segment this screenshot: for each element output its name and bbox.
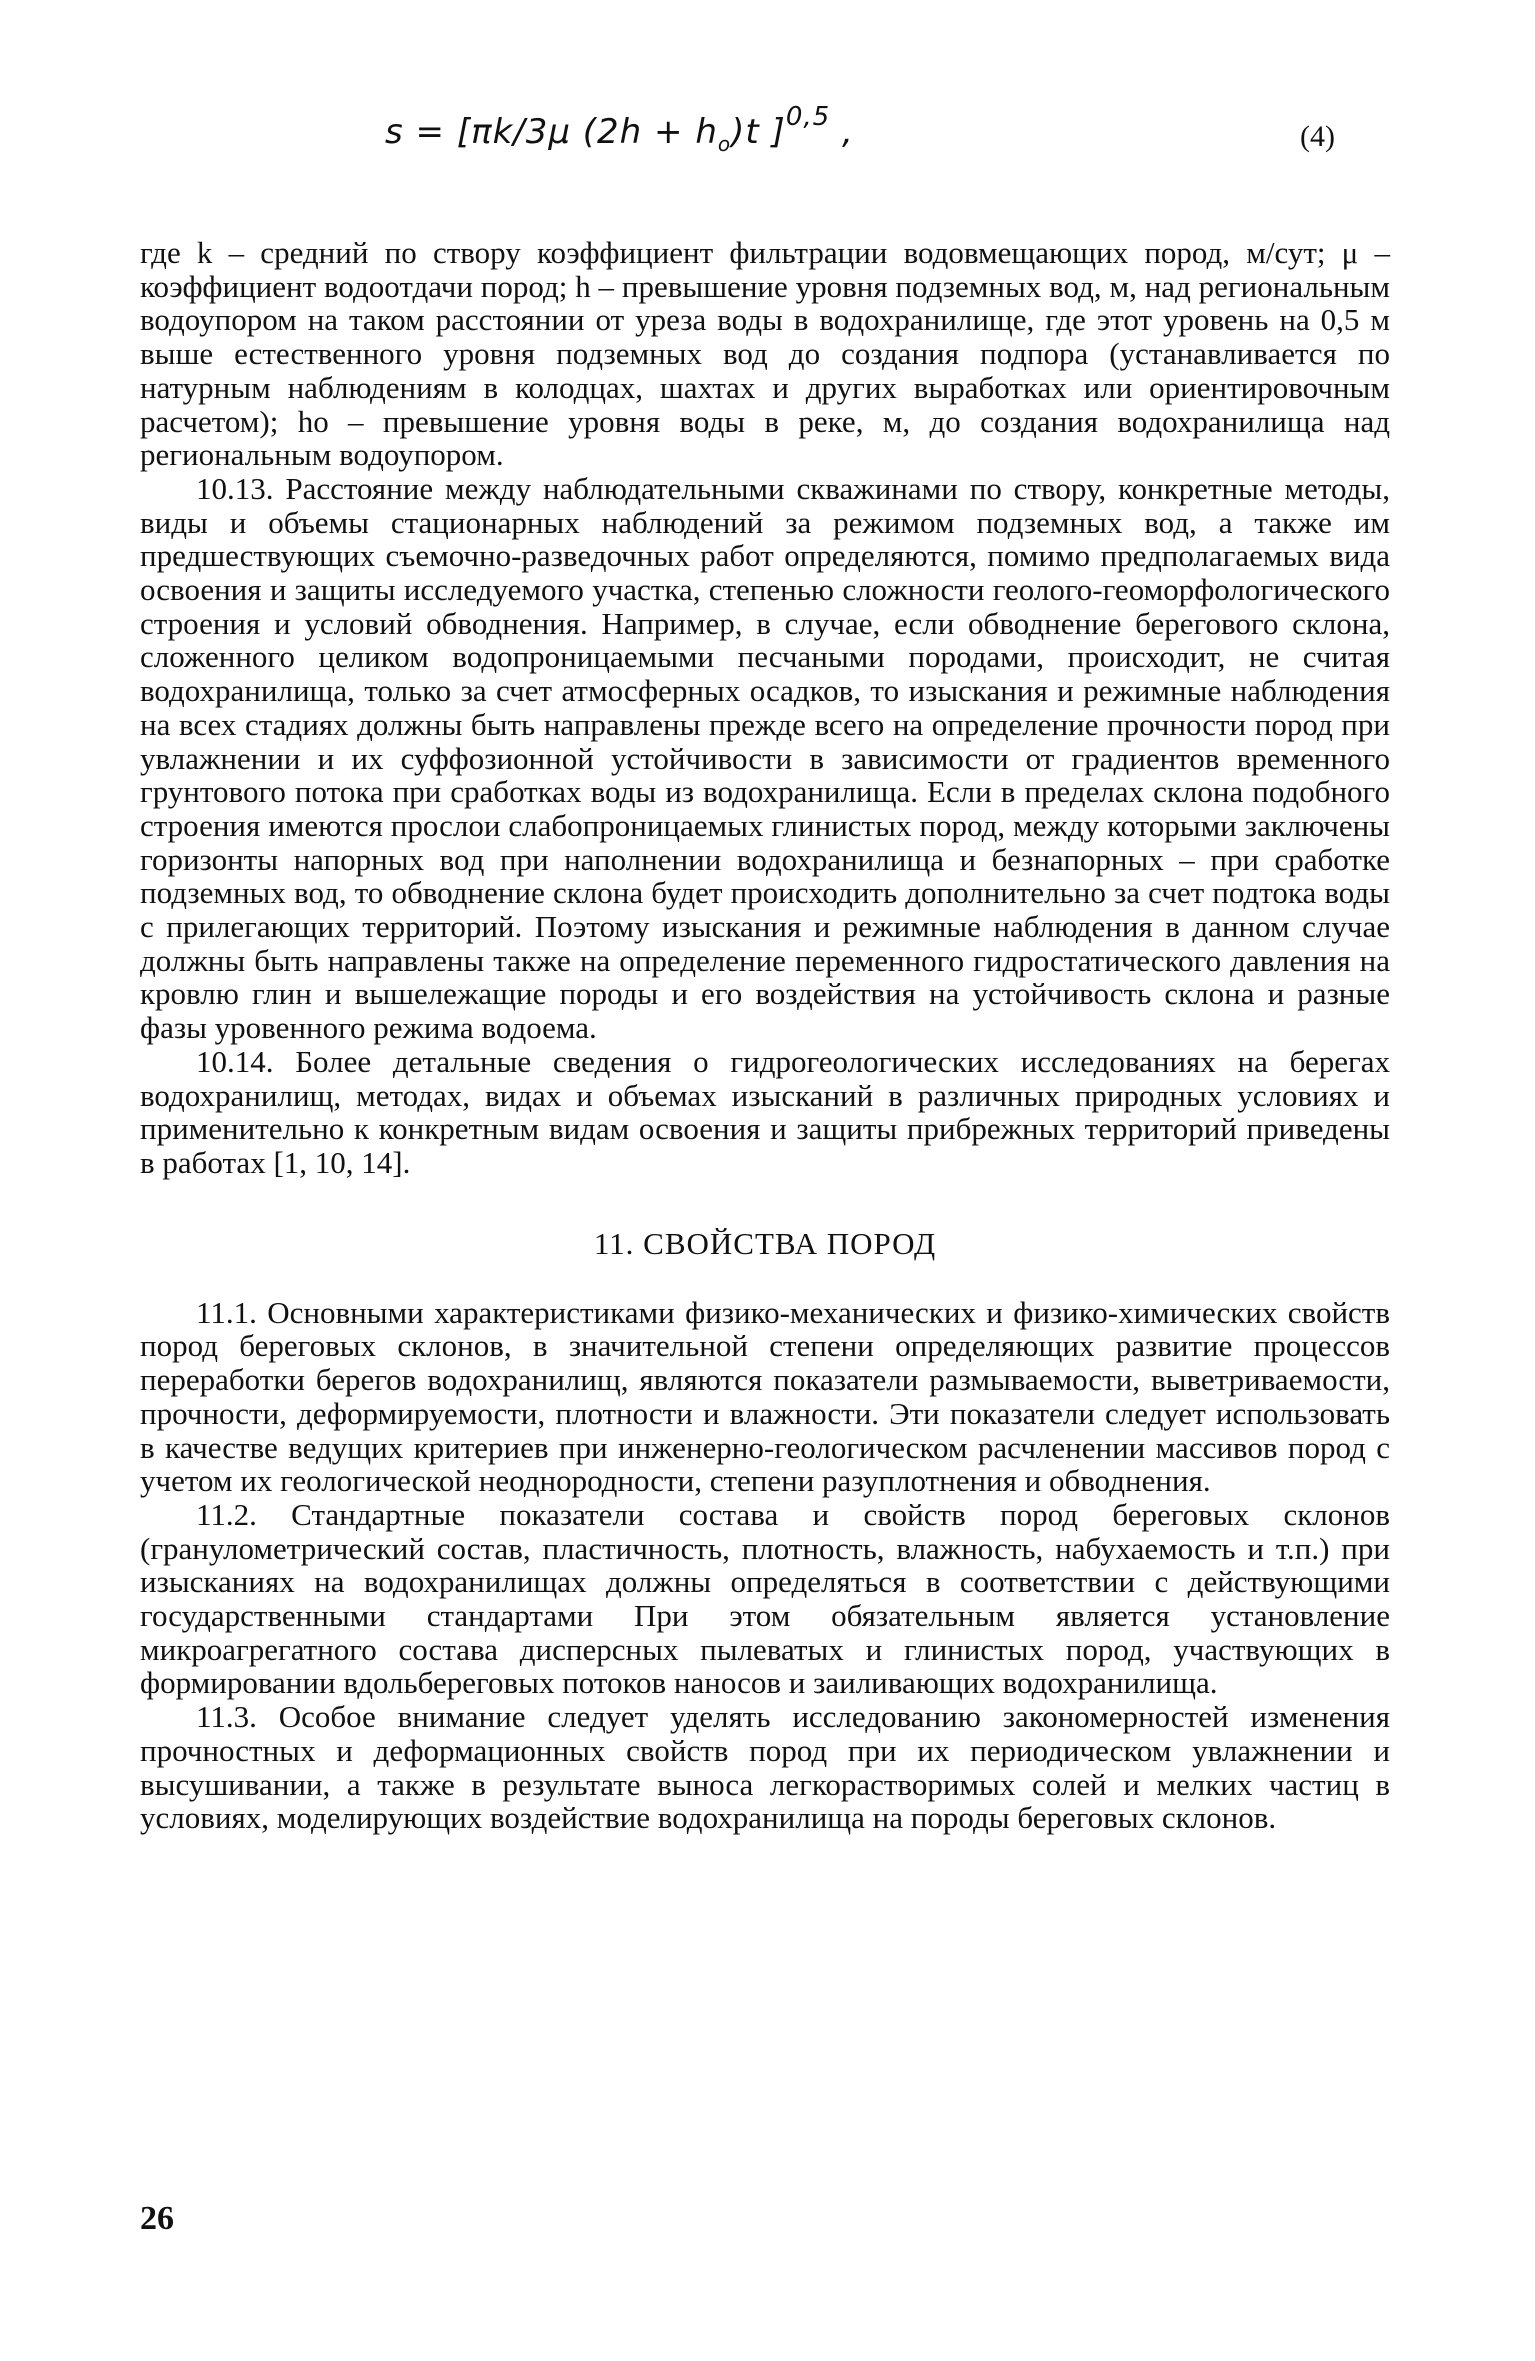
paragraph-10-14: 10.14. Более детальные сведения о гидрогеологических исследованиях на берегах водохранилищ, методах, видах и объемах изысканий в различных природных условиях и применительно к конкретным видам освоения и защиты прибрежных территорий приведены в работах [1, 10, 14]. bbox=[140, 1043, 1390, 1180]
document-page bbox=[140, 70, 1390, 1835]
paragraph-11-2: 11.2. Стандартные показатели состава и свойств пород береговых склонов (гранулометрический состав, пластичность, плотность, влажность, набухаемость и т.п.) при изысканиях на водохранилищах должны определяться в соответствии с действующими государственными стандартами При этом обязательным является установление микроагрегатного состава дисперсных пылеватых и глинистых пород, участвующих в формировании вдольбереговых потоков наносов и заиливающих водохранилища. bbox=[140, 1496, 1390, 1701]
formula-power: 0,5 bbox=[785, 102, 831, 132]
paragraph-11-1: 11.1. Основными характеристиками физико-механических и физико-химических свойств пород береговых склонов, в значительной степени определяющих развитие процессов переработки берегов водохранилищ, являются показатели размываемости, выветриваемости, прочности, деформируемости, плотности и влажности. Эти показатели следует использовать в качестве ведущих критериев при инженерно-геологическом расчленении массивов пород с учетом их геологической неоднородности, степени разуплотнения и обводнения. bbox=[140, 1294, 1390, 1499]
formula-tail: )t ] bbox=[731, 112, 786, 152]
formula-4 bbox=[385, 102, 854, 156]
paragraph-10-13: 10.13. Расстояние между наблюдательными скважинами по створу, конкретные методы, виды и объемы стационарных наблюдений за режимом подземных вод, а также им предшествующих съемочно-разведочных работ определяются, помимо предполагаемых вида освоения и защиты исследуемого участка, степенью сложности геолого-геоморфологического строения и условий обводнения. Например, в случае, если обводнение берегового склона, сложенного целиком водопроницаемыми песчаными породами, происходит, не считая водохранилища, только за счет атмосферных осадков, то изыскания и режимные наблюдения на всех стадиях должны быть направлены прежде всего на определение прочности пород при увлажнении и их суффозионной устойчивости в зависимости от градиентов временного грунтового потока при сработках воды из водохранилища. Если в пределах склона подобного строения имеются прослои слабопроницаемых глинистых пород, между которыми заключены горизонты напорных вод при наполнении водохранилища и безнапорных – при сработке подземных вод, то обводнение склона будет происходить дополнительно за счет подтока воды с прилегающих территорий. Поэтому изыскания и режимные наблюдения в данном случае должны быть направлены также на определение переменного гидростатического давления на кровлю глин и вышележащие породы и его воздействия на устойчивость склона и разные фазы уровенного режима водоема. bbox=[140, 470, 1390, 1046]
formula-subscript: o bbox=[717, 132, 732, 156]
equation-number: (4) bbox=[1300, 120, 1335, 153]
formula-body: πk/3μ (2h + h bbox=[471, 112, 718, 152]
section-title: 11. СВОЙСТВА ПОРОД bbox=[593, 1225, 937, 1261]
formula-lhs: s = [ bbox=[385, 112, 472, 152]
paragraph-11-3: 11.3. Особое внимание следует уделять исследованию закономерностей изменения прочностных и деформационных свойств пород при их периодическом увлажнении и высушивании, а также в результате выноса легкорастворимых солей и мелких частиц в условиях, моделирующих воздействие водохранилища на породы береговых склонов. bbox=[140, 1699, 1390, 1836]
formula-after: , bbox=[830, 112, 854, 152]
where-paragraph: где k – средний по створу коэффициент фильтрации водовмещающих пород, м/сут; μ – коэффициент водоотдачи пород; h – превышение уровня подземных вод, м, над региональным водоупором на таком расстоянии от уреза воды в водохранилище, где этот уровень на 0,5 м выше естественного уровня подземных вод до создания подпора (устанавливается по натурным наблюдениям в колодцах, шахтах и других выработках или ориентировочным расчетом); hо – превышение уровня воды в реке, м, до создания водохранилища над региональным водоупором. bbox=[140, 235, 1390, 473]
page-number: 26 bbox=[140, 2200, 174, 2237]
formula-row bbox=[140, 70, 1390, 180]
